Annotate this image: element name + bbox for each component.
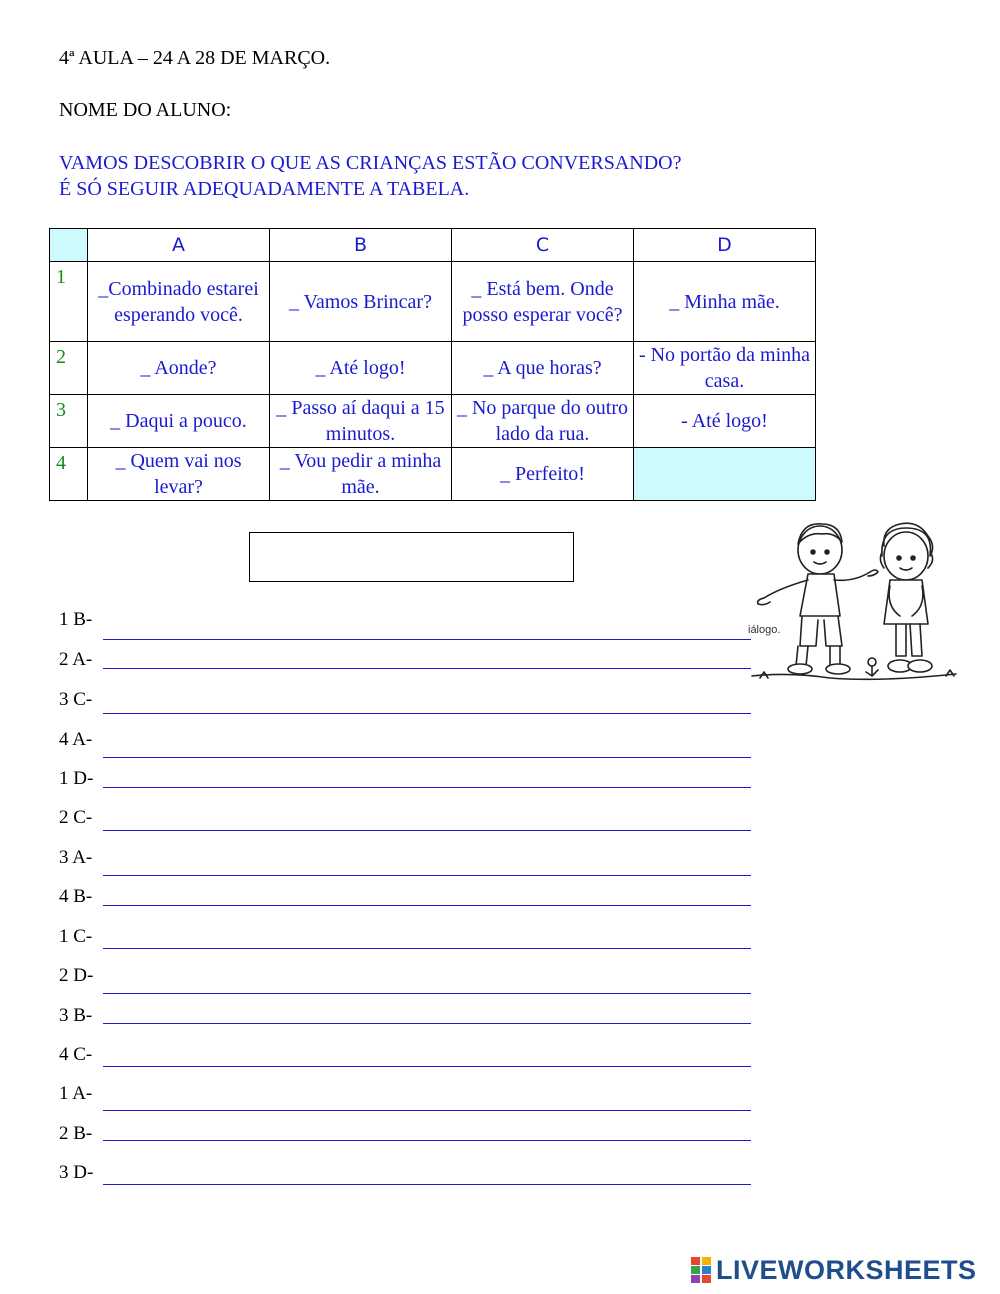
table-row	[50, 395, 816, 448]
dialogue-table	[49, 228, 816, 501]
answer-label: 3 C-	[59, 689, 93, 710]
answer-line[interactable]	[103, 948, 751, 949]
table-cell: _ No parque do outro lado da rua.	[452, 395, 634, 448]
answer-line[interactable]	[103, 639, 751, 640]
column-header: B	[270, 229, 452, 262]
table-cell: _ Até logo!	[270, 342, 452, 395]
answer-line[interactable]	[103, 1066, 751, 1067]
answer-label: 2 C-	[59, 807, 93, 828]
answer-label: 1 B-	[59, 609, 93, 630]
answer-label: 1 C-	[59, 926, 93, 947]
table-cell: _ Daqui a pouco.	[88, 395, 270, 448]
table-cell: _ Quem vai nos levar?	[88, 448, 270, 501]
answer-label: 2 B-	[59, 1123, 93, 1144]
answer-line[interactable]	[103, 1140, 751, 1141]
answer-label: 2 A-	[59, 649, 93, 670]
instruction-line-2: É SÓ SEGUIR ADEQUADAMENTE A TABELA.	[59, 178, 470, 200]
table-cell-empty	[634, 448, 816, 501]
answer-line[interactable]	[103, 787, 751, 788]
answer-line[interactable]	[103, 1184, 751, 1185]
instruction-line-1: VAMOS DESCOBRIR O QUE AS CRIANÇAS ESTÃO CONVERSANDO?	[59, 152, 682, 174]
answer-label: 3 B-	[59, 1005, 93, 1026]
illustration-caption: iálogo.	[748, 624, 781, 636]
student-name-label: NOME DO ALUNO:	[59, 99, 232, 121]
answer-label: 2 D-	[59, 965, 94, 986]
answer-label: 3 A-	[59, 847, 93, 868]
table-cell: _ A que horas?	[452, 342, 634, 395]
table-cell: _ Passo aí daqui a 15 minutos.	[270, 395, 452, 448]
liveworksheets-wordmark: LIVEWORKSHEETS	[716, 1254, 977, 1285]
table-cell: _Combinado estarei esperando você.	[88, 262, 270, 342]
table-cell: - Até logo!	[634, 395, 816, 448]
answer-label: 1 D-	[59, 768, 94, 789]
children-illustration	[750, 516, 960, 688]
table-cell: _ Vamos Brincar?	[270, 262, 452, 342]
answer-line[interactable]	[103, 1023, 751, 1024]
title-answer-box[interactable]	[249, 532, 574, 582]
answer-label: 4 B-	[59, 886, 93, 907]
table-cell: _ Perfeito!	[452, 448, 634, 501]
column-header: A	[88, 229, 270, 262]
answer-label: 4 A-	[59, 729, 93, 750]
liveworksheets-logo[interactable]	[690, 1254, 977, 1286]
table-corner-cell	[50, 229, 88, 262]
table-row	[50, 448, 816, 501]
row-number: 3	[50, 395, 88, 448]
answer-line[interactable]	[103, 993, 751, 994]
column-header: D	[634, 229, 816, 262]
answer-label: 4 C-	[59, 1044, 93, 1065]
row-number: 1	[50, 262, 88, 342]
answer-line[interactable]	[103, 1110, 751, 1111]
table-row	[50, 342, 816, 395]
answer-line[interactable]	[103, 875, 751, 876]
page-title: 4ª AULA – 24 A 28 DE MARÇO.	[59, 47, 331, 69]
table-cell: _ Vou pedir a minha mãe.	[270, 448, 452, 501]
table-cell: _ Está bem. Onde posso esperar você?	[452, 262, 634, 342]
answer-line[interactable]	[103, 713, 751, 714]
answer-line[interactable]	[103, 905, 751, 906]
table-row	[50, 262, 816, 342]
liveworksheets-mark-icon	[690, 1256, 712, 1284]
instructions	[59, 150, 682, 202]
table-header-row	[50, 229, 816, 262]
answer-label: 1 A-	[59, 1083, 93, 1104]
table-cell: - No portão da minha casa.	[634, 342, 816, 395]
table-cell: _ Minha mãe.	[634, 262, 816, 342]
answer-label: 3 D-	[59, 1162, 94, 1183]
answer-line[interactable]	[103, 668, 751, 669]
answer-line[interactable]	[103, 830, 751, 831]
row-number: 2	[50, 342, 88, 395]
row-number: 4	[50, 448, 88, 501]
table-cell: _ Aonde?	[88, 342, 270, 395]
column-header: C	[452, 229, 634, 262]
answer-line[interactable]	[103, 757, 751, 758]
